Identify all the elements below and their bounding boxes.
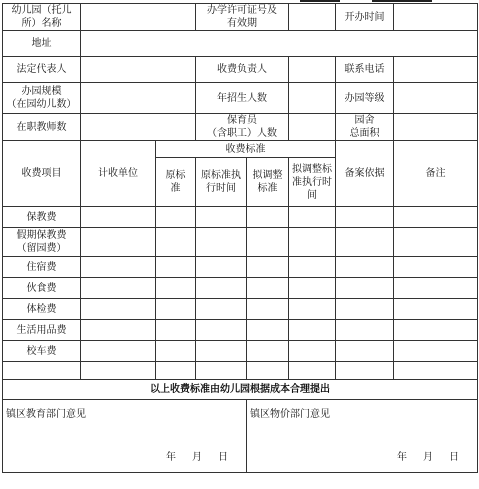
open-time-label: 开办时间 <box>336 4 394 31</box>
cell[interactable] <box>289 228 336 257</box>
cell[interactable] <box>289 341 336 362</box>
original-time-header: 原标准执 行时间 <box>196 158 247 207</box>
cell[interactable] <box>247 278 289 299</box>
unit-header: 计收单位 <box>81 141 156 207</box>
cell[interactable] <box>394 228 478 257</box>
cell[interactable] <box>196 362 247 380</box>
area-value[interactable] <box>394 114 478 141</box>
cell[interactable] <box>289 278 336 299</box>
caregiver-value[interactable] <box>289 114 336 141</box>
cell[interactable] <box>156 278 196 299</box>
fee-item-label: 假期保教费 （留园费） <box>3 228 81 257</box>
cell[interactable] <box>336 320 394 341</box>
teacher-count-label: 在职教师数 <box>3 114 81 141</box>
cell[interactable] <box>81 278 156 299</box>
fee-item-label: 保教费 <box>3 207 81 228</box>
fee-item-label: 伙食费 <box>3 278 81 299</box>
cell[interactable] <box>156 320 196 341</box>
cell[interactable] <box>3 362 81 380</box>
teacher-count-value[interactable] <box>81 114 196 141</box>
education-dept-opinion[interactable] <box>3 400 247 473</box>
fee-item-header: 收费项目 <box>3 141 81 207</box>
cell[interactable] <box>336 257 394 278</box>
month-label: 月 <box>192 452 202 463</box>
cell[interactable] <box>196 278 247 299</box>
fee-manager-label: 收费负责人 <box>196 57 289 83</box>
price-dept-opinion[interactable] <box>247 400 478 473</box>
day-label: 日 <box>218 452 228 463</box>
cell[interactable] <box>394 257 478 278</box>
scale-label: 办园规模 （在园幼儿数） <box>3 83 81 114</box>
cell[interactable] <box>156 299 196 320</box>
cell[interactable] <box>156 362 196 380</box>
cell[interactable] <box>247 257 289 278</box>
cell[interactable] <box>196 299 247 320</box>
education-opinion-label: 镇区教育部门意见 <box>6 409 86 420</box>
legal-rep-label: 法定代表人 <box>3 57 81 83</box>
remarks-header: 备注 <box>394 141 478 207</box>
legal-rep-value[interactable] <box>81 57 196 83</box>
cell[interactable] <box>81 320 156 341</box>
cell[interactable] <box>336 207 394 228</box>
fee-item-label: 体检费 <box>3 299 81 320</box>
original-standard-header: 原标 准 <box>156 158 196 207</box>
cell[interactable] <box>336 341 394 362</box>
price-opinion-label: 镇区物价部门意见 <box>250 409 330 420</box>
license-label: 办学许可证号及 有效期 <box>196 4 289 31</box>
cell[interactable] <box>289 320 336 341</box>
table-row <box>3 228 478 257</box>
table-row <box>3 299 478 320</box>
cell[interactable] <box>394 207 478 228</box>
cell[interactable] <box>81 341 156 362</box>
cell[interactable] <box>289 257 336 278</box>
table-row <box>3 257 478 278</box>
top-rule-right <box>372 0 432 2</box>
cell[interactable] <box>156 228 196 257</box>
adjusted-standard-header: 拟调整 标准 <box>247 158 289 207</box>
cell[interactable] <box>81 362 156 380</box>
month-label: 月 <box>423 452 433 463</box>
cell[interactable] <box>196 320 247 341</box>
fee-item-label: 校车费 <box>3 341 81 362</box>
table-row <box>3 341 478 362</box>
annual-enroll-label: 年招生人数 <box>196 83 289 114</box>
kindergarten-name-label: 幼儿园（托儿 所）名称 <box>3 4 81 31</box>
year-label: 年 <box>397 452 407 463</box>
table-row <box>3 278 478 299</box>
fee-standard-header: 收费标准 <box>156 141 336 158</box>
table-row <box>3 320 478 341</box>
cell[interactable] <box>289 207 336 228</box>
cell[interactable] <box>156 341 196 362</box>
fee-item-label: 住宿费 <box>3 257 81 278</box>
year-label: 年 <box>166 452 176 463</box>
cell[interactable] <box>196 257 247 278</box>
kindergarten-name-value[interactable] <box>81 4 196 31</box>
fee-manager-value[interactable] <box>289 57 336 83</box>
phone-value[interactable] <box>394 57 478 83</box>
cell[interactable] <box>336 362 394 380</box>
cell[interactable] <box>394 341 478 362</box>
fee-item-label: 生活用品费 <box>3 320 81 341</box>
cell[interactable] <box>247 207 289 228</box>
cell[interactable] <box>196 228 247 257</box>
cell[interactable] <box>336 278 394 299</box>
caregiver-label: 保育员 （含职工）人数 <box>196 114 289 141</box>
cell[interactable] <box>394 362 478 380</box>
address-label: 地址 <box>3 31 81 57</box>
education-date <box>150 451 228 464</box>
adjusted-time-header: 拟调整标 准执行时 间 <box>289 158 336 207</box>
address-value[interactable] <box>81 31 478 57</box>
area-label: 园舍 总面积 <box>336 114 394 141</box>
kindergarten-fee-form <box>2 3 478 473</box>
scale-value[interactable] <box>81 83 196 114</box>
cell[interactable] <box>394 299 478 320</box>
cell[interactable] <box>289 362 336 380</box>
filing-basis-header: 备案依据 <box>336 141 394 207</box>
cell[interactable] <box>336 228 394 257</box>
price-date <box>381 451 459 464</box>
top-rule-left <box>300 0 340 2</box>
open-time-value[interactable] <box>394 4 478 31</box>
cell[interactable] <box>394 278 478 299</box>
cell[interactable] <box>336 299 394 320</box>
cell[interactable] <box>247 341 289 362</box>
table-row <box>3 207 478 228</box>
cell[interactable] <box>247 320 289 341</box>
cell[interactable] <box>394 320 478 341</box>
cell[interactable] <box>247 228 289 257</box>
annual-enroll-value[interactable] <box>289 83 336 114</box>
cell[interactable] <box>196 341 247 362</box>
cell[interactable] <box>81 257 156 278</box>
day-label: 日 <box>449 452 459 463</box>
grade-label: 办园等级 <box>336 83 394 114</box>
cell[interactable] <box>81 299 156 320</box>
license-value[interactable] <box>289 4 336 31</box>
cell[interactable] <box>81 207 156 228</box>
table-row <box>3 362 478 380</box>
cell[interactable] <box>156 257 196 278</box>
grade-value[interactable] <box>394 83 478 114</box>
cell[interactable] <box>81 228 156 257</box>
cell[interactable] <box>289 299 336 320</box>
cell[interactable] <box>196 207 247 228</box>
cell[interactable] <box>156 207 196 228</box>
cell[interactable] <box>247 299 289 320</box>
cell[interactable] <box>247 362 289 380</box>
summary-note: 以上收费标准由幼儿园根据成本合理提出 <box>3 380 478 400</box>
phone-label: 联系电话 <box>336 57 394 83</box>
